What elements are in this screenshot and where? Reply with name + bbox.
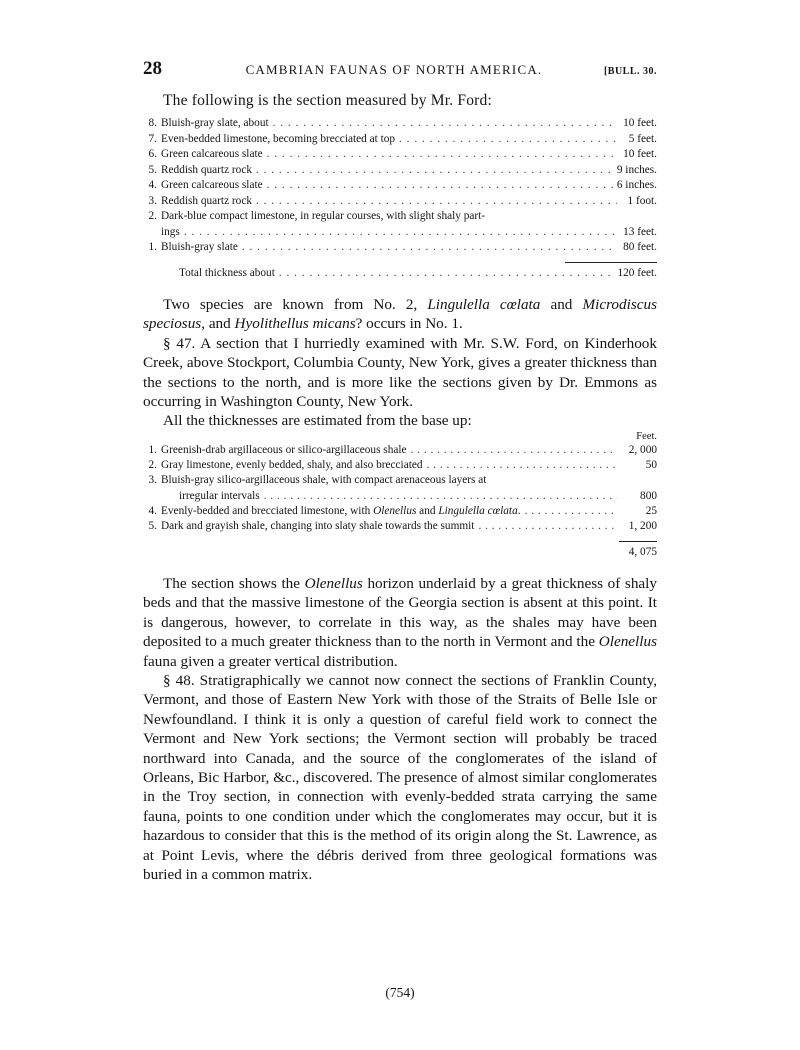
document-page (143, 58, 657, 884)
paragraph-thickness-note: All the thicknesses are estimated from the base up: (163, 412, 472, 430)
section-intro: The following is the section measured by Mr. Ford: (163, 92, 492, 109)
table-row-continuation: ings . . . 13 feet. (143, 225, 657, 241)
table-row: 2. Dark-blue compact limestone, in regular courses, with slight shaly part- (148, 210, 486, 222)
paragraph-section-48: § 48. Stratigraphically we cannot now connect the sections of Franklin County, Vermont, and those of Eastern New York with those of the Straits of Belle Isle or Newfoundland. I think it is only a question of careful field work to connect the Vermont and New York sections; the Vermont section will probably be traced northward into Canada, and the source of the conglomerates of the island of Orleans, Bic Harbor, &c., discovered. The presence of almost similar conglomerates in the Troy section, in connection with evenly-bedded strata carrying the same fauna, points to one condition under which the conglomerates may occur, but it is hazardous to consider that this is the method of its origin along the St. Lawrence, as at Point Levis, where the débris derived from three geological formations was buried in a common matrix. (143, 671, 657, 884)
table-row: 4. Green calcareous slate . . . 6 inches. (143, 178, 657, 194)
bulletin-number: [BULL. 30. (603, 66, 657, 77)
paragraph-section-47: § 47. A section that I hurriedly examined with Mr. S.W. Ford, on Kinderhook Creek, above Stockport, Columbia County, New York, gives a greater thickness than the sections to the north, and is more like the sections given by Dr. Emmons as occurring in Washington County, New York. (143, 334, 657, 411)
ford-section-table (143, 116, 657, 281)
feet-column-header: Feet. (636, 430, 657, 442)
table-row: 3. Reddish quartz rock . . . 1 foot. (143, 194, 657, 210)
table-row: 8. Bluish-gray slate, about . . . 10 feet. (143, 116, 657, 132)
paragraph-olenellus-horizon: The section shows the Olenellus horizon underlaid by a great thickness of shaly beds and that the massive limestone of the Georgia section is absent at this point. It is dangerous, however, to correlate in this way, as the shales may have been deposited to a much greater thickness than to the north in Vermont and the Olenellus fauna given a greater vertical distribution. (143, 574, 657, 670)
page-number: 28 (143, 58, 162, 79)
table-row: 4. Evenly-bedded and brecciated limestone, with Olenellus and Lingulella cœlata. . . . 25 (143, 504, 657, 519)
paragraph-species: Two species are known from No. 2, Lingulella cœlata and Microdiscus speciosus, and Hyolithellus micans? occurs in No. 1. (143, 296, 657, 333)
page-footer-number: (754) (385, 985, 415, 1000)
table-row: 3. Bluish-gray silico-argillaceous shale, with compact arenaceous layers at (148, 474, 487, 487)
running-title: CAMBRIAN FAUNAS OF NORTH AMERICA. (245, 62, 543, 77)
total-row: 4, 075 (628, 545, 657, 558)
table-row: 5. Reddish quartz rock . . . 9 inches. (143, 163, 657, 179)
table-row-continuation: irregular intervals . . . 800 (143, 489, 657, 504)
table-row: 7. Even-bedded limestone, becoming brecciated at top . . . 5 feet. (143, 132, 657, 148)
kinderhook-section-table (143, 443, 657, 560)
table-row: 1. Bluish-gray slate . . . 80 feet. (143, 240, 657, 256)
table-row: 1. Greenish-drab argillaceous or silico-argillaceous shale . . . 2, 000 (143, 443, 657, 458)
total-rule (565, 262, 657, 263)
page-header (143, 58, 657, 82)
total-rule (619, 541, 657, 542)
table-row: 5. Dark and grayish shale, changing into slaty shale towards the summit . . . 1, 200 (143, 519, 657, 534)
total-row: Total thickness about . . . 120 feet. (143, 266, 657, 282)
table-row: 6. Green calcareous slate . . . 10 feet. (143, 147, 657, 163)
table-row: 2. Gray limestone, evenly bedded, shaly, and also brecciated . . . 50 (143, 458, 657, 473)
